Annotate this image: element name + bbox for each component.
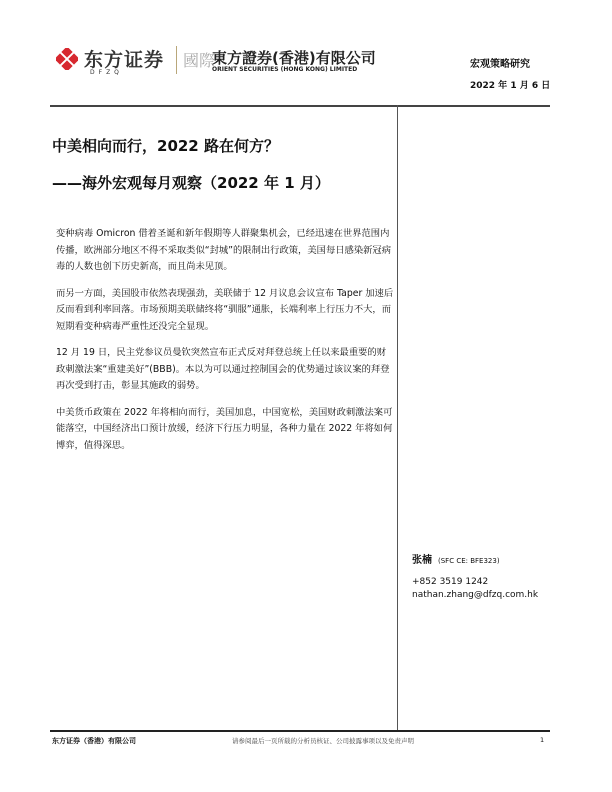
company-name-en: ORIENT SECURITIES (HONG KONG) LIMITED <box>212 66 358 73</box>
header-rule <box>50 105 550 107</box>
paragraph: 而另一方面，美国股市依然表现强劲，美联储于 12 月议息会议宣布 Taper 加速后反而看到利率回落。市场预期美联储终将“驯服”通胀，长端利率上行压力不大，而短期看变种病毒严重性还没完全显现。 <box>56 287 394 332</box>
footer-disclaimer: 请参阅最后一页所载的分析员核证、公司披露事项以及免责声明 <box>232 737 414 745</box>
page-number: 1 <box>540 736 545 744</box>
analyst-name-text: 张楠 <box>412 555 432 566</box>
analyst-email[interactable]: nathan.zhang@dfzq.com.hk <box>412 590 539 600</box>
report-title: 中美相向而行，2022 路在何方？ <box>52 137 279 155</box>
logo-subtext: DFZQ <box>90 69 123 76</box>
footer-rule <box>50 730 550 732</box>
logo-text: 东方证券 <box>84 49 165 71</box>
analyst-phone: +852 3519 1242 <box>412 577 489 587</box>
report-date: 2022 年 1 月 6 日 <box>470 81 551 91</box>
intl-label: 國際 <box>183 51 216 70</box>
paragraph: 中美货币政策在 2022 年将相向而行，美国加息，中国宽松，美国财政刺激法案可能落空，中国经济出口预计放缓，经济下行压力明显，各种力量在 2022 年将如何博弈，值得深思。 <box>56 406 393 451</box>
footer-company: 东方证券（香港）有限公司 <box>52 737 136 745</box>
analyst-cert: (SFC CE: BFE323) <box>438 557 500 565</box>
report-series: 宏观策略研究 <box>470 59 530 70</box>
summary-body <box>56 226 394 464</box>
logo-divider <box>176 46 177 74</box>
paragraph: 变种病毒 Omicron 借着圣诞和新年假期等人群聚集机会，已经迅速在世界范围内传播，欧洲部分地区不得不采取类似“封城”的限制出行政策，美国每日感染新冠病毒的人数也创下历史新高，而且尚未见顶。 <box>56 228 392 272</box>
column-divider <box>397 105 398 730</box>
paragraph: 12 月 19 日，民主党参议员曼钦突然宣布正式反对拜登总统上任以来最重要的财政刺激法案“重建美好”(BBB)。本以为可以通过控制国会的优势通过该议案的拜登再次受到打击，彰显其施政的弱势。 <box>56 347 390 391</box>
report-subtitle: ——海外宏观每月观察（2022 年 1 月） <box>52 174 330 192</box>
company-name-cn: 東方證券(香港)有限公司 <box>212 49 376 67</box>
analyst-name <box>412 551 500 566</box>
logo-icon <box>56 48 78 70</box>
